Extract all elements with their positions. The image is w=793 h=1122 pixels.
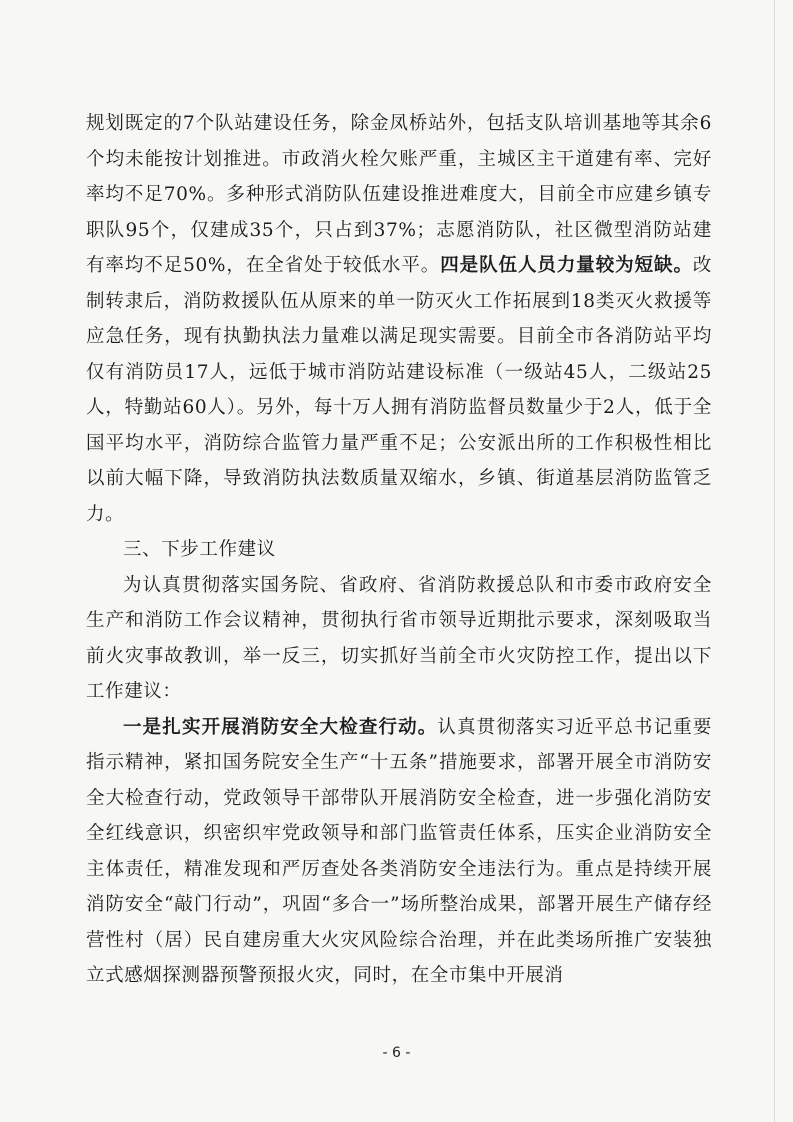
page-number: - 6 - xyxy=(382,1045,411,1061)
paragraph-3-bold-heading: 一是扎实开展消防安全大检查行动。 xyxy=(123,716,438,738)
paragraph-3-text-b: 认真贯彻落实习近平总书记重要指示精神，紧扣国务院安全生产“十五条”措施要求，部署开展全市消防安全大检查行动，党政领导干部带队开展消防安全检查，进一步强化消防安全红线意识，织密织牢党政领导和部门监管责任体系，压实企业消防安全主体责任，精准发现和严厉查处各类消防安全违法行为。重点是持续开展消防安全“敲门行动”，巩固“多合一”场所整治成果，部署开展生产储存经营性村（居）民自建房重大火灾风险综合治理，并在此类场所推广安装独立式感烟探测器预警预报火灾，同时，在全市集中开展消 xyxy=(86,716,712,986)
paragraph-inspection-action xyxy=(86,710,712,994)
paragraph-1-bold-heading: 四是队伍人员力量较为短缺。 xyxy=(440,255,693,276)
scan-edge-line xyxy=(774,0,775,1122)
paragraph-teams-shortage xyxy=(86,106,712,532)
paragraph-1-text-a: 规划既定的7个队站建设任务，除金凤桥站外，包括支队培训基地等其余6个均未能按计划推进。市政消火栓欠账严重，主城区主干道建有率、完好率均不足70%。多种形式消防队伍建设推进难度大，目前全市应建乡镇专职队95个，仅建成35个，只占到37%；志愿消防队，社区微型消防站建有率均不足50%，在全省处于较低水平。 xyxy=(86,113,712,276)
document-body xyxy=(86,106,712,994)
section-heading: 三、下步工作建议 xyxy=(123,539,276,560)
paragraph-suggestions-intro: 为认真贯彻落实国务院、省政府、省消防救援总队和市委市政府安全生产和消防工作会议精神，贯彻执行省市领导近期批示要求，深刻吸取当前火灾事故教训，举一反三，切实抓好当前全市火灾防控工作，提出以下工作建议： xyxy=(86,574,712,702)
paragraph-1-text-c: 改制转隶后，消防救援队伍从原来的单一防灭火工作拓展到18类灭火救援等应急任务，现有执勤执法力量难以满足现实需要。目前全市各消防站平均仅有消防员17人，远低于城市消防站建设标准（一级站45人，二级站25人，特勤站60人）。另外，每十万人拥有消防监督员数量少于2人，低于全国平均水平，消防综合监管力量严重不足；公安派出所的工作积极性相比以前大幅下降，导致消防执法数质量双缩水，乡镇、街道基层消防监管乏力。 xyxy=(86,255,712,525)
